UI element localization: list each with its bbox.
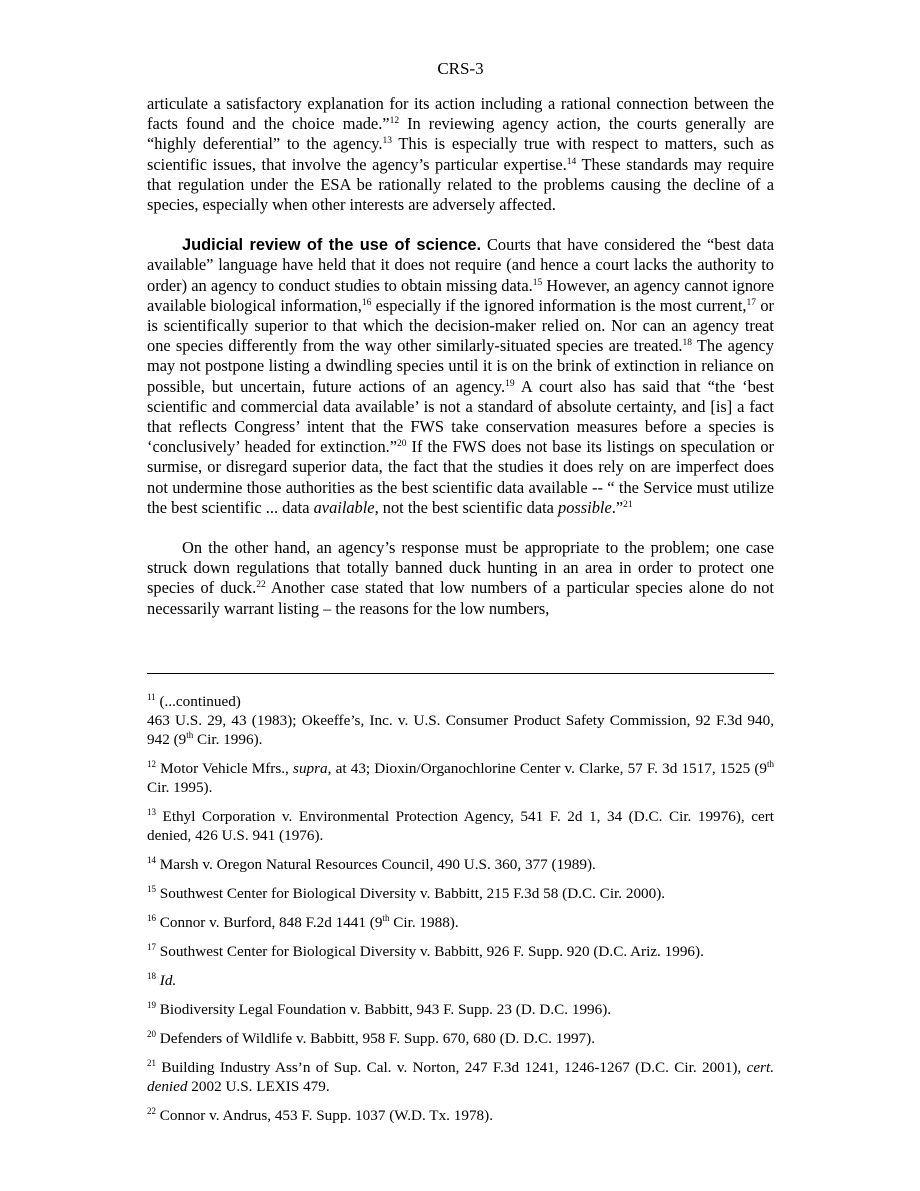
footnote-22 bbox=[147, 1106, 774, 1125]
footnote-ref-17: 17 bbox=[746, 297, 757, 308]
footnote-number: 18 bbox=[147, 971, 156, 981]
footnote-text: (...continued) bbox=[155, 693, 241, 710]
footnote-21 bbox=[147, 1058, 774, 1096]
footnote-number: 12 bbox=[147, 759, 156, 769]
footnote-ref-15: 15 bbox=[532, 277, 543, 288]
text-run: articulate a satisfactory explanation for its action including a rational connection between the facts found and the choice made.” bbox=[147, 94, 774, 134]
text-run: The agency may not postpone listing a dwindling species until it is on the brink of extinction in reliance on possible, but uncertain, future actions of an agency. bbox=[147, 336, 775, 396]
text-run: If the FWS does not base its listings on speculation or surmise, or disregard superior data, the fact that the studies it does rely on are imperfect does not undermine those authorities as the best scientific data available -- “ the Service must utilize the best scientific ... data bbox=[147, 437, 774, 517]
text-run: However, an agency cannot ignore available biological information, bbox=[147, 275, 774, 315]
text-run: A court also has said that “the ‘best scientific and commercial data available’ is not a standard of absolute certainty, and [is] a fact that reflects Congress’ intent that the FWS take conservation measures before a species is ‘conclusively’ headed for extinction.” bbox=[147, 376, 774, 457]
footnote-text: Southwest Center for Biological Diversity v. Babbitt, 926 F. Supp. 920 (D.C. Ariz. 1996). bbox=[156, 943, 704, 960]
footnote-ref-21: 21 bbox=[623, 499, 633, 510]
italic-run: cert. denied bbox=[147, 1059, 774, 1095]
footnote-number: 20 bbox=[147, 1029, 156, 1039]
footnote-ref-13: 13 bbox=[382, 136, 392, 147]
footnote-text: Connor v. Andrus, 453 F. Supp. 1037 (W.D. Tx. 1978). bbox=[156, 1107, 493, 1124]
footnote-text: Motor Vehicle Mfrs., bbox=[156, 760, 294, 777]
footnotes-section bbox=[147, 692, 774, 1135]
page-header: CRS-3 bbox=[437, 59, 484, 78]
text-run: Another case stated that low numbers of a particular species alone do not necessarily warrant listing – the reasons for the low numbers, bbox=[147, 578, 774, 618]
footnote-ref-12: 12 bbox=[389, 116, 400, 127]
italic-run: Id. bbox=[159, 972, 177, 989]
text-run: Courts that have considered the “best data available” language have held that it does not require (and hence a court lacks the authority to order) an agency to conduct studies to obtain missing data. bbox=[147, 235, 774, 295]
footnote-18 bbox=[147, 971, 774, 990]
footnote-text: , at 43; Dioxin/Organochlorine Center v. Clarke, 57 F. 3d 1517, 1525 (9 bbox=[327, 760, 767, 777]
footnote-11 bbox=[147, 692, 774, 749]
footnote-number: 14 bbox=[147, 855, 156, 865]
footnote-number: 16 bbox=[147, 913, 156, 923]
footnote-text: Biodiversity Legal Foundation v. Babbitt, 943 F. Supp. 23 (D. D.C. 1996). bbox=[156, 1001, 612, 1018]
text-run: not the best scientific data bbox=[378, 497, 559, 517]
footnote-text: Southwest Center for Biological Diversity v. Babbitt, 215 F.3d 58 (D.C. Cir. 2000). bbox=[156, 885, 666, 902]
footnote-text: 463 U.S. 29, 43 (1983); Okeeffe’s, Inc. v. U.S. Consumer Product Safety Commission, 92 F.3d 940, 942 (9 bbox=[147, 712, 774, 748]
document-page bbox=[147, 0, 774, 619]
text-run: especially if the ignored information is the most current, bbox=[371, 295, 747, 315]
footnote-number: 15 bbox=[147, 884, 156, 894]
footnote-text: Cir. 1996). bbox=[193, 731, 263, 748]
footnote-14 bbox=[147, 855, 774, 874]
footnote-15 bbox=[147, 884, 774, 903]
italic-run: possible bbox=[558, 497, 612, 517]
italic-run: available, bbox=[313, 497, 379, 517]
footnote-text: Marsh v. Oregon Natural Resources Council, 490 U.S. 360, 377 (1989). bbox=[156, 856, 596, 873]
footnote-ref-16: 16 bbox=[361, 297, 372, 308]
footnote-text: Ethyl Corporation v. Environmental Protection Agency, 541 F. 2d 1, 34 (D.C. Cir. 19976), cert denied, 426 U.S. 941 (1976). bbox=[147, 808, 774, 844]
footnote-text: Connor v. Burford, 848 F.2d 1441 (9 bbox=[156, 914, 383, 931]
body-paragraph-1 bbox=[147, 94, 774, 215]
section-heading: Judicial review of the use of science. bbox=[182, 236, 482, 255]
text-run: On the other hand, an agency’s response must be appropriate to the problem; one case struck down regulations that totally banned duck hunting in an area in order to protect one species of duck. bbox=[147, 538, 774, 598]
footnote-number: 19 bbox=[147, 1000, 156, 1010]
italic-run: supra bbox=[293, 760, 328, 777]
text-run: In reviewing agency action, the courts generally are “highly deferential” to the agency. bbox=[147, 114, 774, 154]
footnote-text: 2002 U.S. LEXIS 479. bbox=[187, 1078, 330, 1095]
footnote-number: 11 bbox=[147, 692, 156, 702]
footnote-ref-20: 20 bbox=[397, 439, 407, 450]
text-run: or is scientifically superior to that which the decision-maker relied on. Nor can an agency treat one species differently from the way other similarly-situated species are treated. bbox=[147, 295, 774, 356]
footnote-13 bbox=[147, 807, 774, 845]
footnote-ref-18: 18 bbox=[682, 338, 692, 349]
footnote-ref-14: 14 bbox=[566, 156, 577, 167]
ordinal-suffix: th bbox=[382, 913, 390, 923]
footnote-16 bbox=[147, 913, 774, 932]
footnote-19 bbox=[147, 1000, 774, 1019]
text-run: This is especially true with respect to matters, such as scientific issues, that involve the agency’s particular expertise. bbox=[147, 134, 774, 174]
footnote-text: Defenders of Wildlife v. Babbitt, 958 F. Supp. 670, 680 (D. D.C. 1997). bbox=[156, 1030, 595, 1047]
footnote-ref-19: 19 bbox=[505, 378, 515, 389]
footnote-17 bbox=[147, 942, 774, 961]
ordinal-suffix: th bbox=[767, 759, 775, 769]
footnote-text: Cir. 1995). bbox=[147, 779, 213, 796]
footnote-number: 17 bbox=[147, 942, 156, 952]
footnote-text: Cir. 1988). bbox=[389, 914, 459, 931]
body-paragraph-2 bbox=[147, 235, 774, 518]
footnote-number: 22 bbox=[147, 1106, 156, 1116]
footnote-20 bbox=[147, 1029, 774, 1048]
body-paragraph-3 bbox=[147, 538, 774, 619]
footnote-text: Building Industry Ass’n of Sup. Cal. v. Norton, 247 F.3d 1241, 1246-1267 (D.C. Cir. 2001), bbox=[156, 1059, 747, 1076]
footnote-12 bbox=[147, 759, 774, 797]
text-run: These standards may require that regulation under the ESA be rationally related to the problems causing the decline of a species, especially when other interests are adversely affected. bbox=[147, 154, 774, 215]
ordinal-suffix: th bbox=[186, 730, 194, 740]
footnote-number: 13 bbox=[147, 807, 156, 817]
footnote-divider bbox=[147, 673, 774, 674]
text-run: .” bbox=[611, 497, 624, 517]
footnote-number: 21 bbox=[147, 1058, 156, 1068]
footnote-ref-22: 22 bbox=[256, 580, 266, 591]
